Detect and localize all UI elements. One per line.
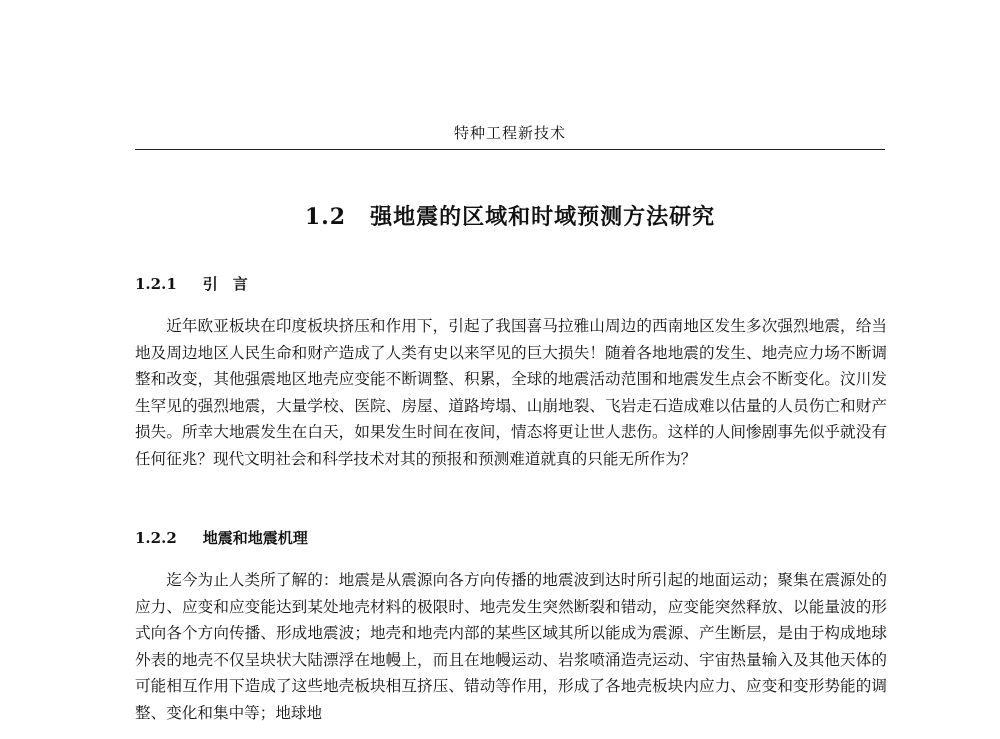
subsection-title: 地震和地震机理: [202, 529, 308, 547]
section-title-text: 强地震的区域和时域预测方法研究: [370, 204, 716, 230]
paragraph-earthquake-mechanism: 迄今为止人类所了解的：地震是从震源向各方向传播的地震波到达时所引起的地面运动；聚集在震源处的应力、应变和应变能达到某处地壳材料的极限时、地壳发生突然断裂和错动，应变能突然释放、以能量波的形式向各个方向传播、形成地震波；地壳和地壳内部的某些区域其所以能成为震源、产生断层，是由于构成地球外表的地壳不仅呈块状大陆漂浮在地幔上，而且在地幔运动、岩浆喷涌造壳运动、宇宙热量输入及其他天体的可能相互作用下造成了这些地壳板块相互挤压、错动等作用，形成了各地壳板块内应力、应变和变形势能的调整、变化和集中等；地球地: [135, 571, 887, 722]
subsection-heading-earthquake-mechanism: [135, 527, 308, 548]
subsection-number: 1.2.1: [135, 275, 177, 293]
header-rule: [135, 149, 885, 150]
paragraph-introduction: 近年欧亚板块在印度板块挤压和作用下，引起了我国喜马拉雅山周边的西南地区发生多次强烈地震，给当地及周边地区人民生命和财产造成了人类有史以来罕见的巨大损失！随着各地地震的发生、地壳应力场不断调整和改变，其他强震地区地壳应变能不断调整、积累，全球的地震活动范围和地震发生点会不断变化。汶川发生罕见的强烈地震，大量学校、医院、房屋、道路垮塌、山崩地裂、飞岩走石造成难以估量的人员伤亡和财产损失。所幸大地震发生在白天，如果发生时间在夜间，情态将更让世人悲伤。这样的人间惨剧事先似乎就没有任何征兆？现代文明社会和科学技术对其的预报和预测难道就真的只能无所作为？: [135, 317, 887, 468]
section-title: [135, 200, 885, 231]
subsection-heading-introduction: [135, 273, 248, 294]
subsection-number: 1.2.2: [135, 529, 177, 547]
section-number: 1.2: [304, 204, 347, 230]
subsection-title: 引 言: [202, 275, 248, 293]
running-header: 特种工程新技术: [453, 124, 566, 142]
